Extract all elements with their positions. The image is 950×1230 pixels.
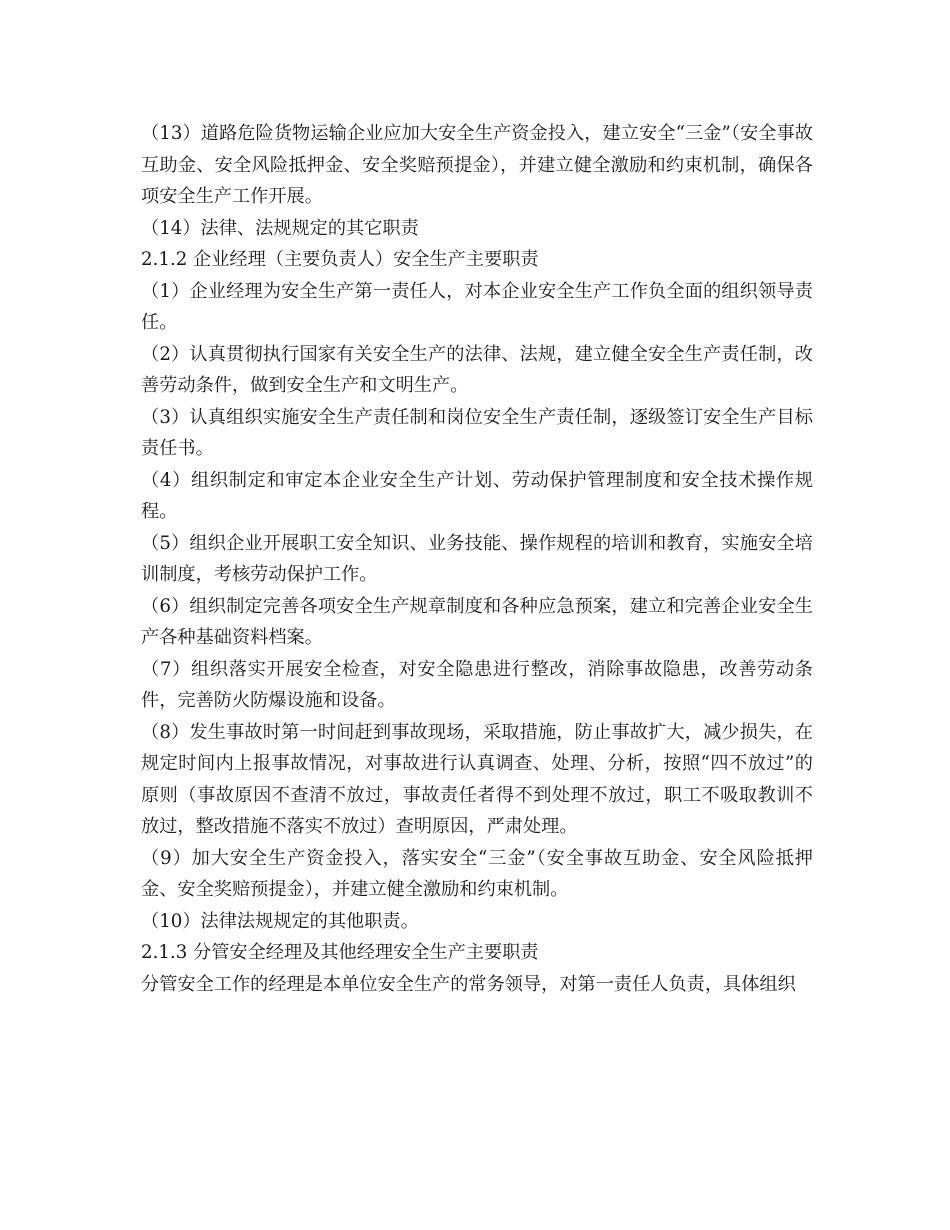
paragraph-item-3: （3）认真组织实施安全生产责任制和岗位安全生产责任制，逐级签订安全生产目标责任书。 <box>141 406 813 459</box>
paragraph-item-5: （5）组织企业开展职工安全知识、业务技能、操作规程的培训和教育，实施安全培训制度，考核劳动保护工作。 <box>141 532 813 585</box>
paragraph-item-6: （6）组织制定完善各项安全生产规章制度和各种应急预案，建立和完善企业安全生产各种基础资料档案。 <box>141 595 813 648</box>
paragraph-intro: 分管安全工作的经理是本单位安全生产的常务领导，对第一责任人负责，具体组织 <box>141 973 796 995</box>
section-heading-2-1-2: 2.1.2 企业经理（主要负责人）安全生产主要职责 <box>141 249 539 270</box>
paragraph-item-9: （9）加大安全生产资金投入，落实安全“三金”（安全事故互助金、安全风险抵押金、安全奖赔预提金），并建立健全激励和约束机制。 <box>141 847 813 900</box>
paragraph-item-8: （8）发生事故时第一时间赶到事故现场，采取措施，防止事故扩大，减少损失，在规定时间内上报事故情况，对事故进行认真调查、处理、分析，按照“四不放过”的原则（事故原因不查清不放过，事故责任者得不到处理不放过，职工不吸取教训不放过，整改措施不落实不放过）查明原因，严肃处理。 <box>141 721 813 837</box>
paragraph-item-4: （4）组织制定和审定本企业安全生产计划、劳动保护管理制度和安全技术操作规程。 <box>141 469 813 522</box>
paragraph-item-13: （13）道路危险货物运输企业应加大安全生产资金投入，建立安全“三金”（安全事故互助金、安全风险抵押金、安全奖赔预提金），并建立健全激励和约束机制，确保各项安全生产工作开展。 <box>141 123 813 207</box>
paragraph-item-10: （10）法律法规规定的其他职责。 <box>141 910 419 932</box>
section-heading-2-1-3: 2.1.3 分管安全经理及其他经理安全生产主要职责 <box>141 942 539 963</box>
document-body <box>141 118 813 1000</box>
paragraph-item-7: （7）组织落实开展安全检查，对安全隐患进行整改，消除事故隐患，改善劳动条件，完善防火防爆设施和设备。 <box>141 658 813 711</box>
paragraph-item-1: （1）企业经理为安全生产第一责任人，对本企业安全生产工作负全面的组织领导责任。 <box>141 280 813 333</box>
paragraph-item-2: （2）认真贯彻执行国家有关安全生产的法律、法规，建立健全安全生产责任制，改善劳动条件，做到安全生产和文明生产。 <box>141 343 813 396</box>
paragraph-item-14: （14）法律、法规规定的其它职责 <box>141 217 419 239</box>
